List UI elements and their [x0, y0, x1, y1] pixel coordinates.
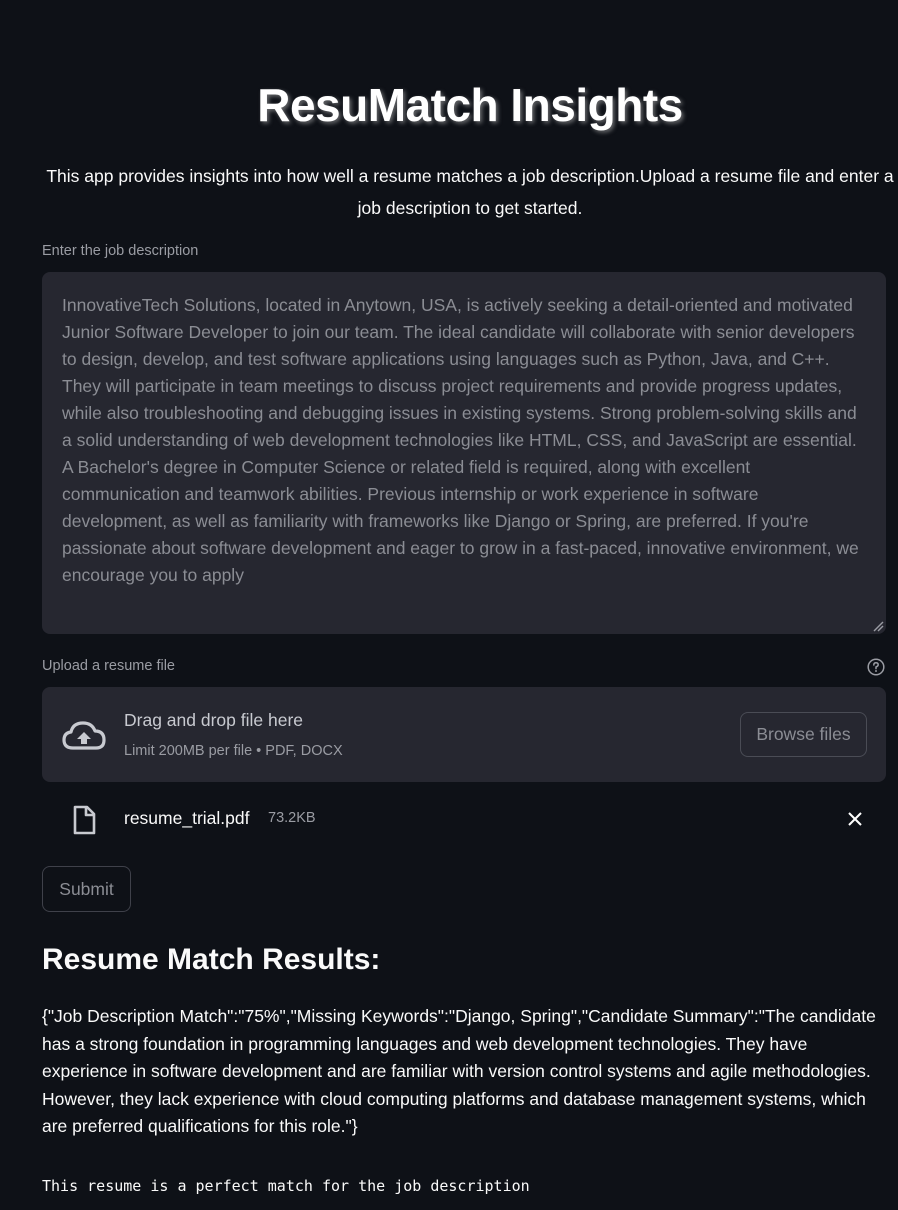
- question-circle-icon[interactable]: [867, 658, 885, 676]
- page-title: ResuMatch Insights: [257, 79, 683, 131]
- file-icon: [72, 805, 96, 835]
- resize-handle-icon[interactable]: [872, 620, 884, 632]
- file-size: 73.2KB: [268, 810, 316, 826]
- drag-drop-text: Drag and drop file here: [124, 710, 303, 730]
- submit-button[interactable]: Submit: [42, 866, 131, 912]
- job-description-label: Enter the job description: [42, 243, 199, 259]
- cloud-upload-icon: [61, 718, 107, 752]
- file-limit-text: Limit 200MB per file • PDF, DOCX: [124, 743, 343, 759]
- results-verdict: This resume is a perfect match for the job description: [42, 1177, 530, 1195]
- results-heading: Resume Match Results:: [42, 943, 381, 976]
- job-description-input[interactable]: [42, 272, 886, 634]
- close-icon[interactable]: [847, 811, 863, 827]
- uploaded-file-row: [42, 800, 886, 840]
- file-name: resume_trial.pdf: [124, 808, 250, 828]
- browse-files-button[interactable]: Browse files: [740, 712, 867, 757]
- page-subtitle: This app provides insights into how well a resume matches a job description.Upload a resume file and enter a job description to get started.: [46, 166, 894, 218]
- upload-label: Upload a resume file: [42, 658, 175, 674]
- file-dropzone[interactable]: [42, 687, 886, 782]
- results-json-text: {"Job Description Match":"75%","Missing Keywords":"Django, Spring","Candidate Summary":"The candidate has a strong foundation in programming languages and web development technologies. They have experience in software development and are familiar with version control systems and agile methodologies. However, they lack experience with cloud computing platforms and database management systems, which are preferred qualifications for this role."}: [42, 1006, 876, 1136]
